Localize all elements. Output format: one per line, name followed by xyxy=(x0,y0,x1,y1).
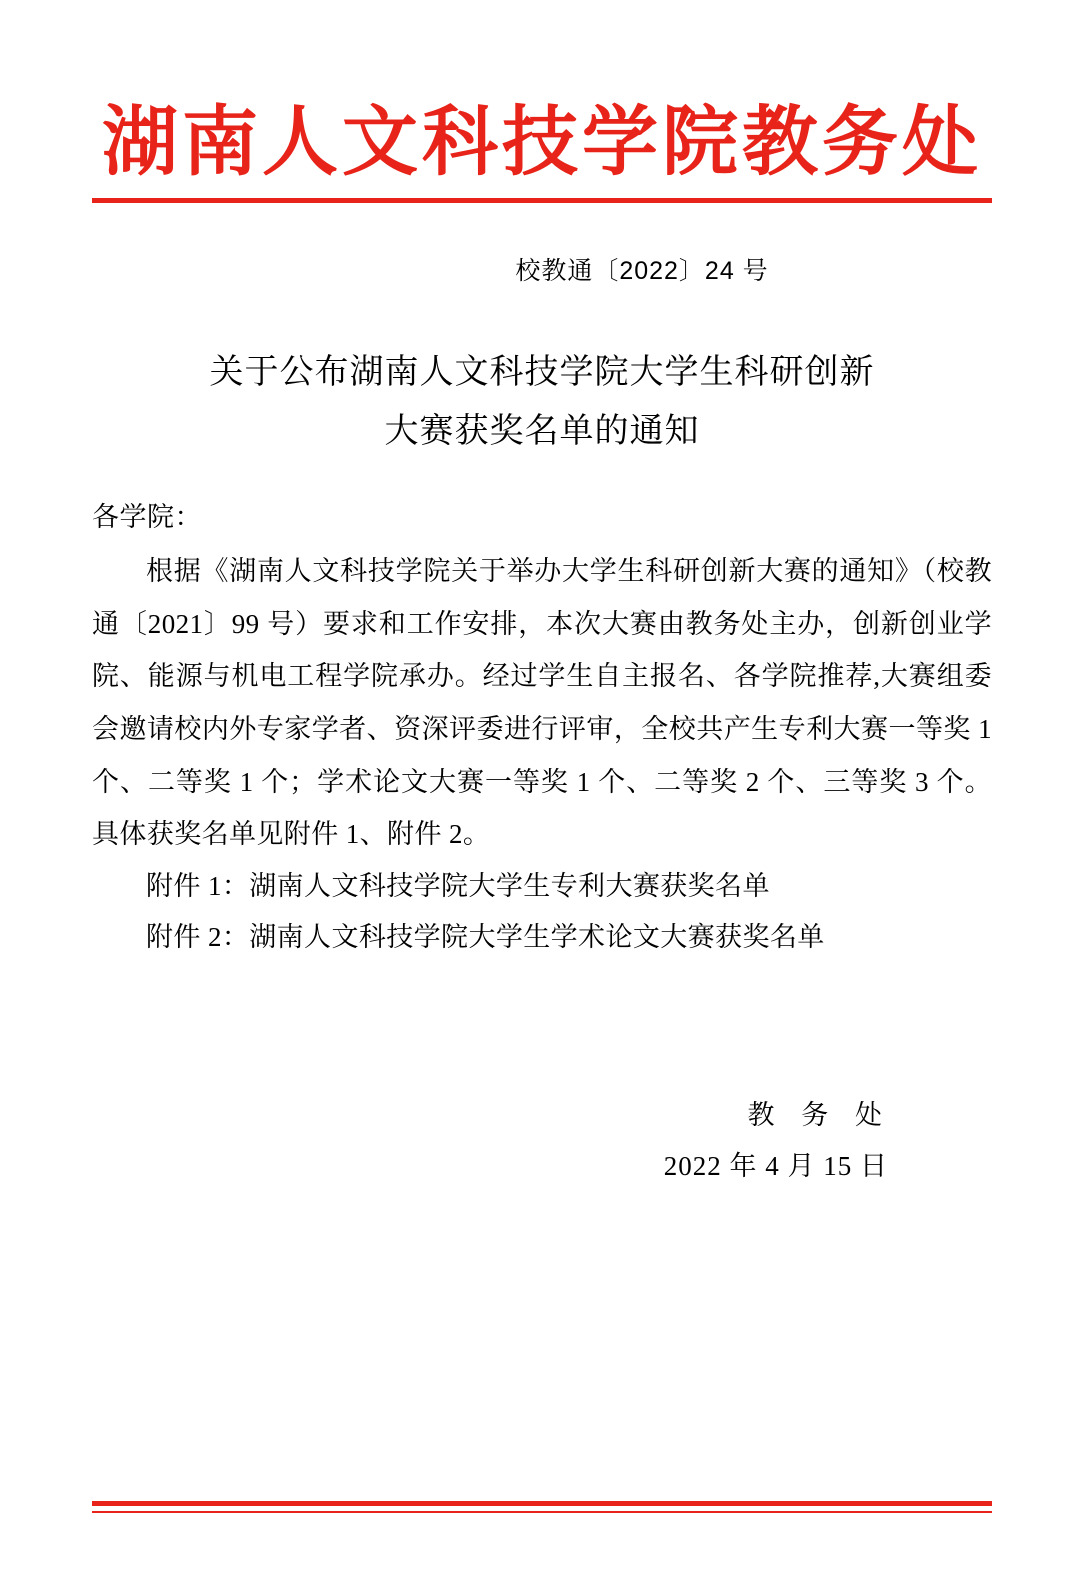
footer-rule-thick xyxy=(92,1501,992,1506)
page-title-line-2: 大赛获奖名单的通知 xyxy=(384,412,700,451)
signature-date: 2022 年 4 月 15 日 xyxy=(663,1150,888,1181)
footer-divider xyxy=(92,1501,992,1513)
document-number: 校教通〔2022〕24 号 xyxy=(515,256,769,285)
attachment-line-1: 附件 1：湖南人文科技学院大学生专利大赛获奖名单 xyxy=(146,870,770,901)
footer-rule-thin xyxy=(92,1511,992,1513)
masthead xyxy=(92,0,992,203)
masthead-divider xyxy=(92,198,992,203)
masthead-title: 湖南人文科技学院教务处 xyxy=(102,101,982,185)
attachment-line-2: 附件 2：湖南人文科技学院大学生学术论文大赛获奖名单 xyxy=(146,922,825,953)
salutation: 各学院： xyxy=(92,501,202,532)
page-title xyxy=(92,343,992,462)
page-title-line-1: 关于公布湖南人文科技学院大学生科研创新 xyxy=(209,352,875,391)
signature-organization: 教 务 处 xyxy=(747,1099,892,1130)
signature-block xyxy=(92,1090,992,1193)
body-paragraph: 根据《湖南人文科技学院关于举办大学生科研创新大赛的通知》（校教通〔2021〕99 号）要求和工作安排，本次大赛由教务处主办，创新创业学院、能源与机电工程学院承办。经过学生自主报名、各学院推荐,大赛组委会邀请校内外专家学者、资深评委进行评审，全校共产生专利大赛一等奖 1 个、二等奖 1 个；学术论文大赛一等奖 1 个、二等奖 2 个、三等奖 3 个。具体获奖名单见附件 1、附件 2。 xyxy=(92,556,992,850)
